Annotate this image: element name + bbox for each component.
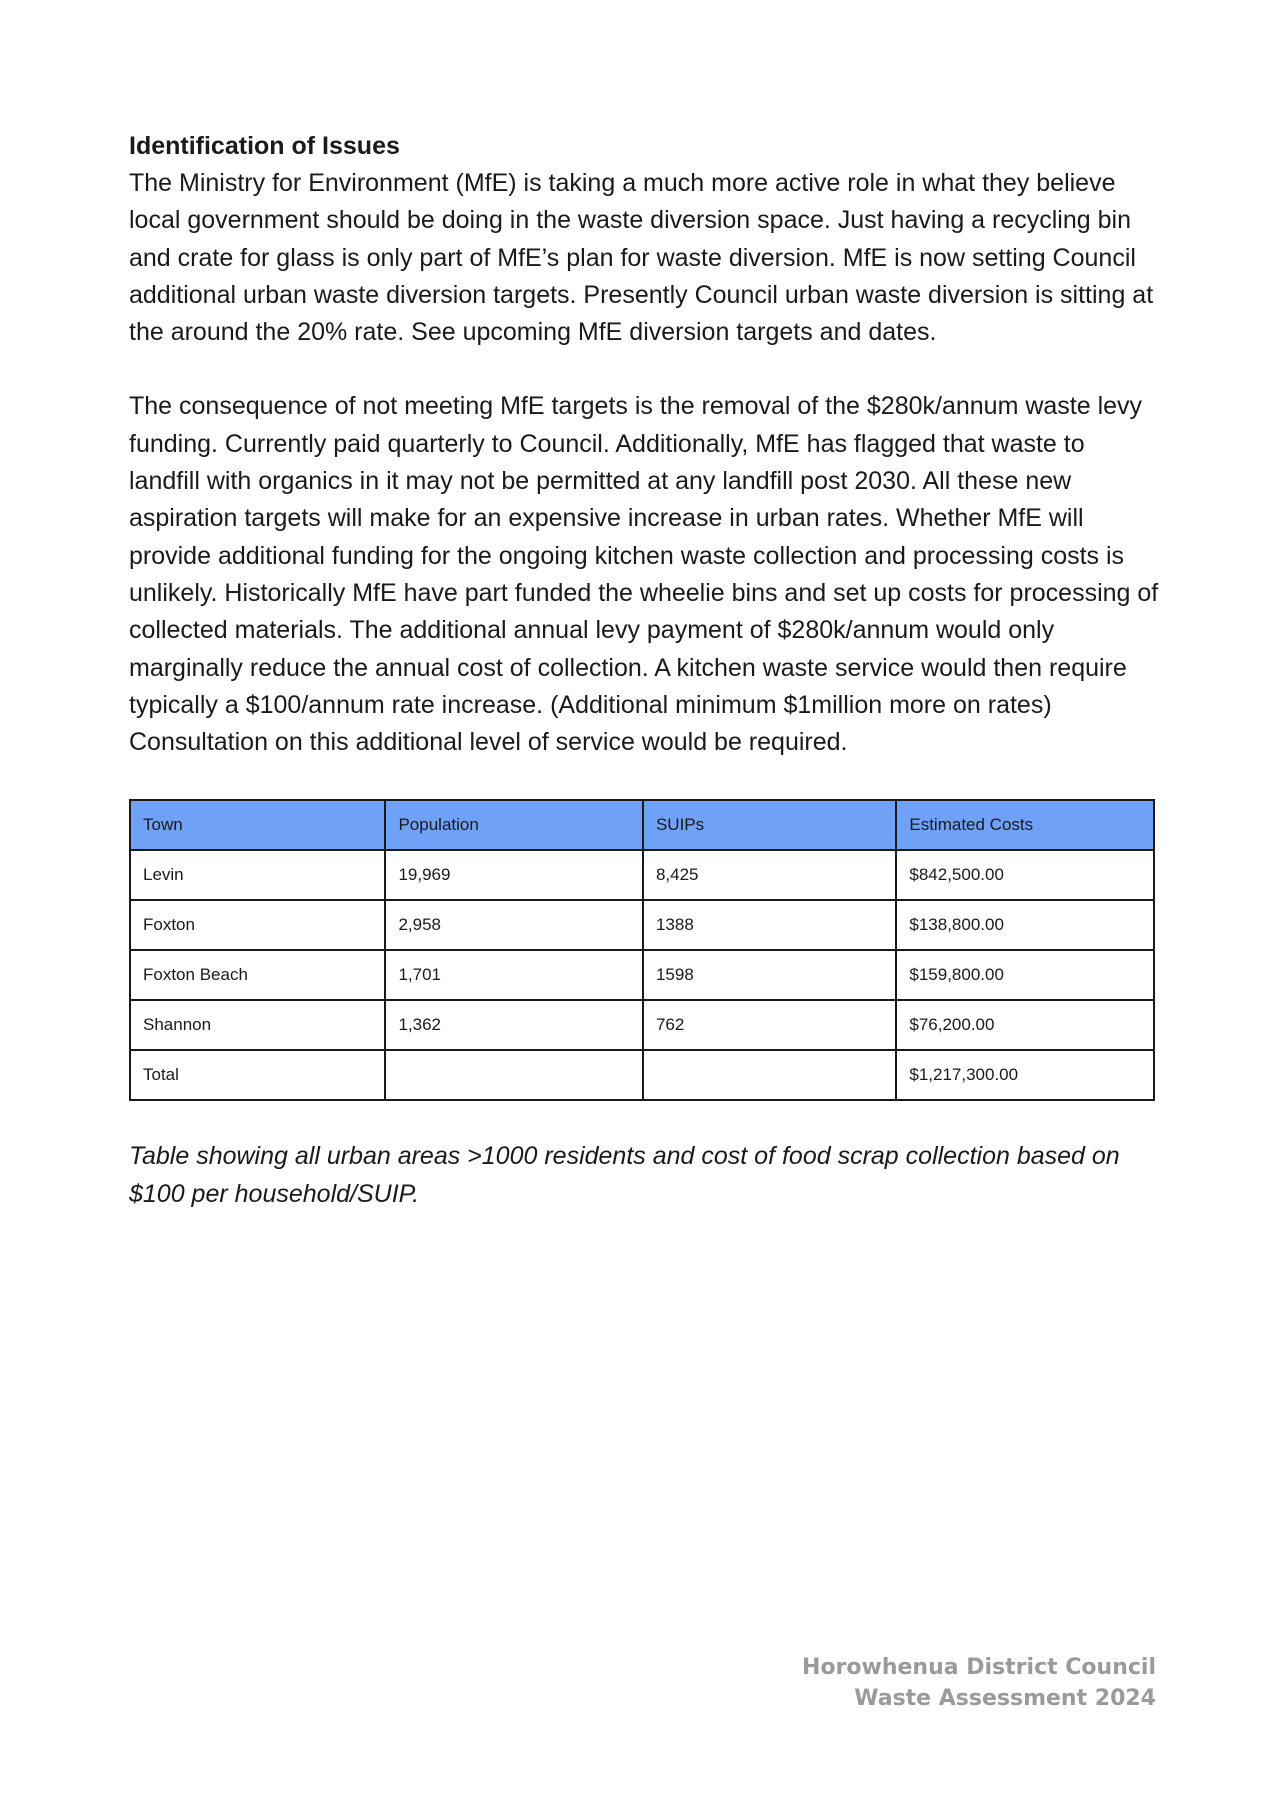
table-row (130, 850, 1154, 900)
header-suips: SUIPs (643, 800, 896, 850)
table-header-row (130, 800, 1154, 850)
cost-table (129, 799, 1155, 1101)
header-town: Town (130, 800, 385, 850)
cell-population: 19,969 (385, 850, 643, 900)
table-row (130, 900, 1154, 950)
table-total-row (130, 1050, 1154, 1100)
table-caption: Table showing all urban areas >1000 residents and cost of food scrap collection based on $100 per household/SUIP. (129, 1142, 1120, 1208)
footer-document-title: Waste Assessment 2024 (854, 1686, 1156, 1711)
cell-estimated-cost: $842,500.00 (896, 850, 1154, 900)
cell-estimated-cost: $159,800.00 (896, 950, 1154, 1000)
cell-town: Levin (130, 850, 385, 900)
header-estimated-costs: Estimated Costs (896, 800, 1154, 850)
cell-total-suips (643, 1050, 896, 1100)
cell-population: 1,701 (385, 950, 643, 1000)
cell-suips: 8,425 (643, 850, 896, 900)
cell-town: Foxton Beach (130, 950, 385, 1000)
cell-estimated-cost: $138,800.00 (896, 900, 1154, 950)
paragraph-consequences: The consequence of not meeting MfE targets is the removal of the $280k/annum waste levy funding. Currently paid quarterly to Council. Additionally, MfE has flagged that waste to landfill with organics in it may not be permitted at any landfill post 2030. All these new aspiration targets will make for an expensive increase in urban rates. Whether MfE will provide additional funding for the ongoing kitchen waste collection and processing costs is unlikely. Historically MfE have part funded the wheelie bins and set up costs for processing of collected materials. The additional annual levy payment of $280k/annum would only marginally reduce the annual cost of collection. A kitchen waste service would then require typically a $100/annum rate increase. (Additional minimum $1million more on rates) Consultation on this additional level of service would be required. (129, 392, 1159, 757)
page-footer (802, 1652, 1156, 1714)
header-population: Population (385, 800, 643, 850)
cell-total-label: Total (130, 1050, 385, 1100)
cell-population: 2,958 (385, 900, 643, 950)
cell-estimated-cost: $76,200.00 (896, 1000, 1154, 1050)
cell-population: 1,362 (385, 1000, 643, 1050)
cell-suips: 762 (643, 1000, 896, 1050)
table-row (130, 1000, 1154, 1050)
cell-town: Foxton (130, 900, 385, 950)
cell-total-population (385, 1050, 643, 1100)
footer-organization: Horowhenua District Council (802, 1655, 1156, 1680)
document-page (129, 128, 1159, 1238)
cell-suips: 1388 (643, 900, 896, 950)
table-row (130, 950, 1154, 1000)
section-heading: Identification of Issues (129, 132, 400, 160)
cell-suips: 1598 (643, 950, 896, 1000)
cell-total-cost: $1,217,300.00 (896, 1050, 1154, 1100)
paragraph-intro: The Ministry for Environment (MfE) is taking a much more active role in what they believe local government should be doing in the waste diversion space. Just having a recycling bin and crate for glass is only part of MfE’s plan for waste diversion. MfE is now setting Council additional urban waste diversion targets. Presently Council urban waste diversion is sitting at the around the 20% rate. See upcoming MfE diversion targets and dates. (129, 169, 1154, 347)
cell-town: Shannon (130, 1000, 385, 1050)
